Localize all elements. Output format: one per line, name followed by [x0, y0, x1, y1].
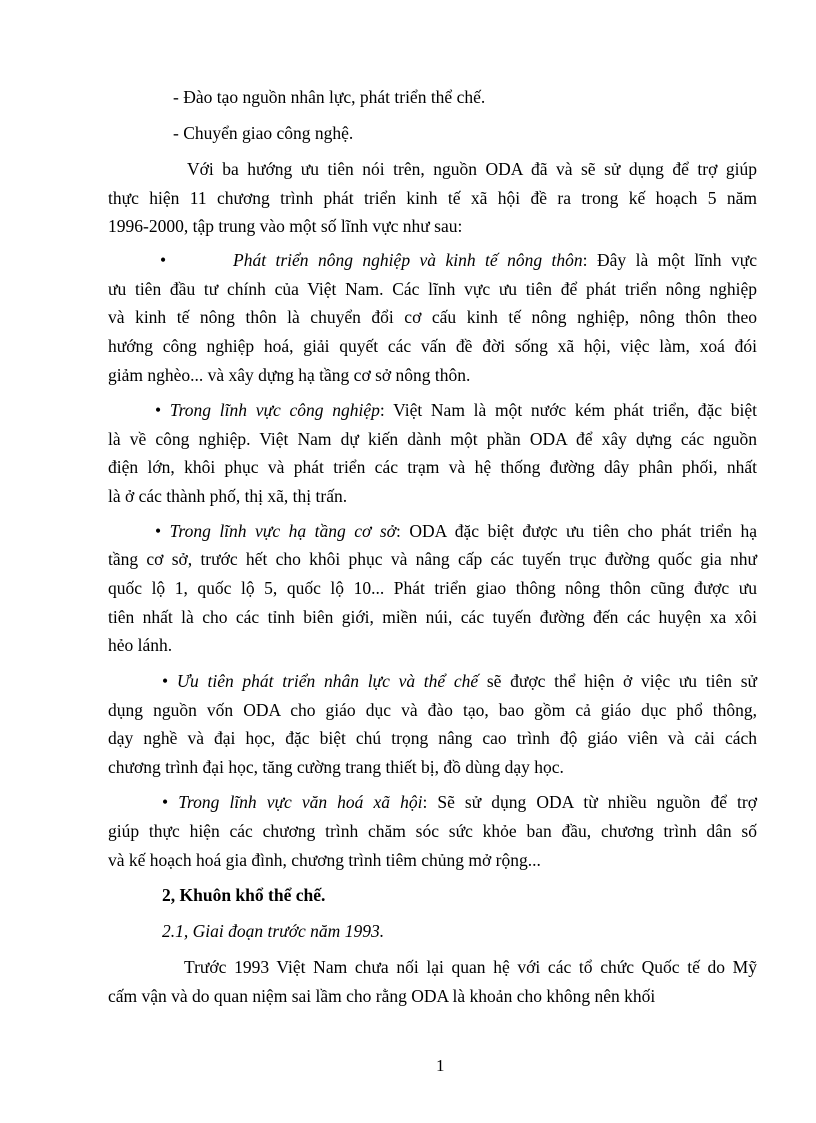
bullet-culture-line: và kế hoạch hoá gia đình, chương trình tiêm chủng mở rộng... — [108, 850, 541, 870]
bullet-infra-line: tầng cơ sở, trước hết cho khôi phục và nâng cấp các tuyến trục đường quốc gia như — [108, 549, 757, 569]
bullet-agri-first-line — [233, 249, 757, 271]
bullet-culture-line: giúp thực hiện các chương trình chăm sóc sức khỏe ban đầu, chương trình dân số — [108, 821, 757, 841]
bullet-industry-first-rest: : Việt Nam là một nước kém phát triển, đặc biệt — [379, 400, 757, 420]
list-item-technology: - Chuyển giao công nghệ. — [173, 123, 354, 143]
bullet-industry-first-line — [155, 399, 757, 421]
bullet-agri-line: ưu tiên đầu tư chính của Việt Nam. Các lĩnh vực ưu tiên để phát triển nông nghiệp — [108, 279, 757, 299]
bullet-culture-first-line — [162, 791, 757, 813]
paragraph-intro-line-3: 1996-2000, tập trung vào một số lĩnh vực như sau: — [108, 216, 463, 236]
bullet-hr-title: Ưu tiên phát triển nhân lực và thể chế — [176, 671, 479, 691]
bullet-hr-line: chương trình đại học, tăng cường trang thiết bị, đồ dùng dạy học. — [108, 757, 564, 777]
bullet-infra-line: hẻo lánh. — [108, 635, 173, 655]
bullet-agri-first-rest: : Đây là một lĩnh vực — [582, 250, 757, 270]
bullet-infra-line: tiên nhất là cho các tỉnh biên giới, miền núi, các tuyến đường đến các huyện xa xôi — [108, 607, 757, 627]
paragraph-intro-line-1: Với ba hướng ưu tiên nói trên, nguồn ODA đã và sẽ sử dụng để trợ giúp — [187, 159, 757, 179]
closing-paragraph-line-1: Trước 1993 Việt Nam chưa nối lại quan hệ với các tổ chức Quốc tế do Mỹ — [184, 957, 757, 977]
bullet-infra-title: Trong lĩnh vực hạ tầng cơ sở — [169, 521, 396, 541]
bullet-agri-title: Phát triển nông nghiệp và kinh tế nông thôn — [233, 250, 583, 270]
bullet-infra-line: quốc lộ 1, quốc lộ 5, quốc lộ 10... Phát triển giao thông nông thôn cũng được ưu — [108, 578, 757, 598]
bullet-infra-first-rest: : ODA đặc biệt được ưu tiên cho phát triển hạ — [395, 521, 757, 541]
bullet-culture-title: Trong lĩnh vực văn hoá xã hội — [178, 792, 423, 812]
list-item-training: - Đào tạo nguồn nhân lực, phát triển thể chế. — [173, 87, 486, 107]
bullet-industry-line: điện lớn, khôi phục và phát triển các trạm và hệ thống đường dây phân phối, nhất — [108, 457, 757, 477]
bullet-industry-line: là về công nghiệp. Việt Nam dự kiến dành một phần ODA để xây dựng các nguồn — [108, 429, 757, 449]
bullet-infra-first-line — [155, 520, 757, 542]
bullet-industry-title: Trong lĩnh vực công nghiệp — [169, 400, 380, 420]
bullet-icon: • — [160, 250, 167, 270]
bullet-hr-line: dụng nguồn vốn ODA cho giáo dục và đào tạo, bao gồm cả giáo dục phổ thông, — [108, 700, 757, 720]
bullet-agri-line: và kinh tế nông thôn là chuyển đổi cơ cấu kinh tế nông nghiệp, nông thôn theo — [108, 307, 757, 327]
bullet-hr-first-line — [162, 670, 757, 692]
bullet-hr-first-rest: sẽ được thể hiện ở việc ưu tiên sử — [478, 671, 757, 691]
section-heading: 2, Khuôn khổ thể chế. — [162, 885, 326, 905]
closing-paragraph-line-2: cấm vận và do quan niệm sai lầm cho rằng ODA là khoản cho không nên khối — [108, 986, 656, 1006]
page-number: 1 — [436, 1056, 445, 1075]
bullet-icon: • — [162, 792, 169, 812]
bullet-icon: • — [155, 400, 162, 420]
paragraph-intro-line-2: thực hiện 11 chương trình phát triển kinh tế xã hội đề ra trong kế hoạch 5 năm — [108, 188, 757, 208]
bullet-agri-line: hướng công nghiệp hoá, giải quyết các vấn đề đời sống xã hội, việc làm, xoá đói — [108, 336, 757, 356]
bullet-icon: • — [162, 671, 169, 691]
bullet-industry-line: là ở các thành phố, thị xã, thị trấn. — [108, 486, 348, 506]
bullet-culture-first-rest: : Sẽ sử dụng ODA từ nhiều nguồn để trợ — [422, 792, 757, 812]
bullet-agri-line: giảm nghèo... và xây dựng hạ tầng cơ sở nông thôn. — [108, 365, 471, 385]
bullet-icon: • — [155, 521, 162, 541]
bullet-hr-line: dạy nghề và đại học, đặc biệt chú trọng nâng cao trình độ giáo viên và cải cách — [108, 728, 757, 748]
subsection-heading: 2.1, Giai đoạn trước năm 1993. — [162, 921, 385, 941]
